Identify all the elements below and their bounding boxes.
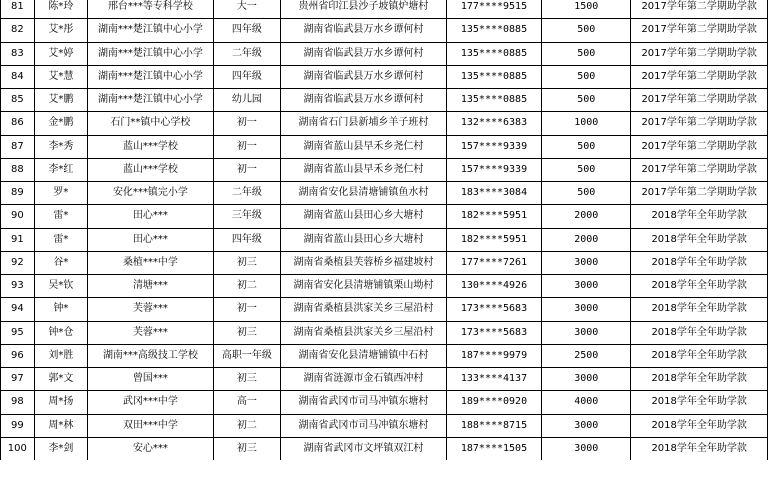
student-name-cell: 刘*胜: [34, 344, 87, 367]
amount-cell: 3000: [542, 368, 631, 391]
student-name-cell: 雷*: [34, 205, 87, 228]
address-cell: 湖南省桑植县洪家关乡三屋沿村: [281, 321, 447, 344]
grade-cell: 高职一年级: [213, 344, 280, 367]
phone-cell: 187****9979: [446, 344, 541, 367]
address-cell: 湖南省涟源市金石镇西冲村: [281, 368, 447, 391]
school-cell: 蓝山***学校: [88, 135, 214, 158]
phone-cell: 157****9339: [446, 158, 541, 181]
table-row: [1, 89, 768, 112]
table-row: [1, 391, 768, 414]
student-name-cell: 吴*钦: [34, 275, 87, 298]
address-cell: 湖南省安化县清塘铺镇栗山坳村: [281, 275, 447, 298]
student-name-cell: 郭*文: [34, 368, 87, 391]
row-index-cell: 81: [1, 0, 35, 19]
student-name-cell: 李*秀: [34, 135, 87, 158]
table-row: [1, 321, 768, 344]
address-cell: 湖南省石门县新埔乡羊子班村: [281, 112, 447, 135]
grade-cell: 大一: [213, 0, 280, 19]
address-cell: 湖南省临武县万水乡谭何村: [281, 42, 447, 65]
amount-cell: 3000: [542, 437, 631, 460]
table-row: [1, 112, 768, 135]
student-name-cell: 李*剑: [34, 437, 87, 460]
amount-cell: 2000: [542, 228, 631, 251]
address-cell: 湖南省蓝山县早禾乡尧仁村: [281, 158, 447, 181]
phone-cell: 182****5951: [446, 205, 541, 228]
table-body: [1, 0, 768, 460]
phone-cell: 135****0885: [446, 19, 541, 42]
school-cell: 湖南***楚江镇中心小学: [88, 65, 214, 88]
row-index-cell: 88: [1, 158, 35, 181]
row-index-cell: 99: [1, 414, 35, 437]
phone-cell: 135****0885: [446, 89, 541, 112]
table-row: [1, 414, 768, 437]
row-index-cell: 84: [1, 65, 35, 88]
student-name-cell: 钟*: [34, 298, 87, 321]
amount-cell: 3000: [542, 321, 631, 344]
school-cell: 曾国***: [88, 368, 214, 391]
program-cell: 2018学年全年助学款: [631, 437, 768, 460]
phone-cell: 182****5951: [446, 228, 541, 251]
school-cell: 田心***: [88, 228, 214, 251]
amount-cell: 1500: [542, 0, 631, 19]
address-cell: 贵州省印江县沙子坡镇炉塘村: [281, 0, 447, 19]
phone-cell: 135****0885: [446, 42, 541, 65]
amount-cell: 500: [542, 182, 631, 205]
address-cell: 湖南省桑植县洪家关乡三屋沿村: [281, 298, 447, 321]
table-row: [1, 368, 768, 391]
row-index-cell: 89: [1, 182, 35, 205]
table-row: [1, 182, 768, 205]
phone-cell: 173****5683: [446, 298, 541, 321]
phone-cell: 135****0885: [446, 65, 541, 88]
grade-cell: 初三: [213, 437, 280, 460]
address-cell: 湖南省临武县万水乡谭何村: [281, 65, 447, 88]
program-cell: 2018学年全年助学款: [631, 298, 768, 321]
grade-cell: 四年级: [213, 228, 280, 251]
school-cell: 双田***中学: [88, 414, 214, 437]
phone-cell: 133****4137: [446, 368, 541, 391]
amount-cell: 500: [542, 42, 631, 65]
table-row: [1, 19, 768, 42]
program-cell: 2017学年第二学期助学款: [631, 135, 768, 158]
row-index-cell: 87: [1, 135, 35, 158]
phone-cell: 130****4926: [446, 275, 541, 298]
student-name-cell: 陈*玲: [34, 0, 87, 19]
grade-cell: 初三: [213, 251, 280, 274]
row-index-cell: 86: [1, 112, 35, 135]
student-name-cell: 周*扬: [34, 391, 87, 414]
student-name-cell: 周*林: [34, 414, 87, 437]
program-cell: 2017学年第二学期助学款: [631, 19, 768, 42]
program-cell: 2017学年第二学期助学款: [631, 158, 768, 181]
program-cell: 2018学年全年助学款: [631, 414, 768, 437]
school-cell: 湖南***楚江镇中心小学: [88, 89, 214, 112]
school-cell: 安化***镇完小学: [88, 182, 214, 205]
amount-cell: 2500: [542, 344, 631, 367]
school-cell: 桑植***中学: [88, 251, 214, 274]
amount-cell: 3000: [542, 275, 631, 298]
address-cell: 湖南省桑植县芙蓉桥乡福建坡村: [281, 251, 447, 274]
phone-cell: 183****3084: [446, 182, 541, 205]
phone-cell: 188****8715: [446, 414, 541, 437]
row-index-cell: 100: [1, 437, 35, 460]
program-cell: 2018学年全年助学款: [631, 368, 768, 391]
phone-cell: 189****0920: [446, 391, 541, 414]
table-row: [1, 158, 768, 181]
school-cell: 湖南***楚江镇中心小学: [88, 42, 214, 65]
row-index-cell: 90: [1, 205, 35, 228]
school-cell: 芙蓉***: [88, 298, 214, 321]
amount-cell: 3000: [542, 298, 631, 321]
grade-cell: 幼儿园: [213, 89, 280, 112]
student-name-cell: 罗*: [34, 182, 87, 205]
school-cell: 田心***: [88, 205, 214, 228]
address-cell: 湖南省武冈市文坪镇双江村: [281, 437, 447, 460]
program-cell: 2018学年全年助学款: [631, 275, 768, 298]
address-cell: 湖南省蓝山县早禾乡尧仁村: [281, 135, 447, 158]
row-index-cell: 91: [1, 228, 35, 251]
program-cell: 2018学年全年助学款: [631, 344, 768, 367]
amount-cell: 1000: [542, 112, 631, 135]
row-index-cell: 95: [1, 321, 35, 344]
row-index-cell: 98: [1, 391, 35, 414]
phone-cell: 177****9515: [446, 0, 541, 19]
school-cell: 芙蓉***: [88, 321, 214, 344]
phone-cell: 132****6383: [446, 112, 541, 135]
school-cell: 湖南***楚江镇中心小学: [88, 19, 214, 42]
address-cell: 湖南省蓝山县田心乡大塘村: [281, 205, 447, 228]
student-name-cell: 艾*鹏: [34, 89, 87, 112]
row-index-cell: 82: [1, 19, 35, 42]
address-cell: 湖南省安化县清塘铺镇中石村: [281, 344, 447, 367]
phone-cell: 177****7261: [446, 251, 541, 274]
amount-cell: 500: [542, 89, 631, 112]
grade-cell: 初二: [213, 275, 280, 298]
phone-cell: 187****1505: [446, 437, 541, 460]
program-cell: 2017学年第二学期助学款: [631, 0, 768, 19]
grade-cell: 初一: [213, 158, 280, 181]
grade-cell: 初一: [213, 298, 280, 321]
row-index-cell: 97: [1, 368, 35, 391]
grade-cell: 三年级: [213, 205, 280, 228]
amount-cell: 3000: [542, 251, 631, 274]
grade-cell: 初一: [213, 135, 280, 158]
table-row: [1, 228, 768, 251]
grade-cell: 四年级: [213, 19, 280, 42]
phone-cell: 157****9339: [446, 135, 541, 158]
amount-cell: 4000: [542, 391, 631, 414]
amount-cell: 500: [542, 158, 631, 181]
address-cell: 湖南省临武县万水乡谭何村: [281, 89, 447, 112]
grade-cell: 初一: [213, 112, 280, 135]
address-cell: 湖南省武冈市司马冲镇东塘村: [281, 414, 447, 437]
student-name-cell: 李*红: [34, 158, 87, 181]
student-name-cell: 艾*彤: [34, 19, 87, 42]
school-cell: 蓝山***学校: [88, 158, 214, 181]
table-row: [1, 42, 768, 65]
grade-cell: 二年级: [213, 182, 280, 205]
table-row: [1, 251, 768, 274]
amount-cell: 2000: [542, 205, 631, 228]
program-cell: 2017学年第二学期助学款: [631, 112, 768, 135]
school-cell: 石门**镇中心学校: [88, 112, 214, 135]
program-cell: 2018学年全年助学款: [631, 391, 768, 414]
grade-cell: 二年级: [213, 42, 280, 65]
program-cell: 2017学年第二学期助学款: [631, 65, 768, 88]
row-index-cell: 94: [1, 298, 35, 321]
phone-cell: 173****5683: [446, 321, 541, 344]
table-row: [1, 135, 768, 158]
table-row: [1, 344, 768, 367]
grade-cell: 初三: [213, 321, 280, 344]
row-index-cell: 83: [1, 42, 35, 65]
school-cell: 安心***: [88, 437, 214, 460]
program-cell: 2018学年全年助学款: [631, 228, 768, 251]
program-cell: 2018学年全年助学款: [631, 205, 768, 228]
school-cell: 清塘***: [88, 275, 214, 298]
program-cell: 2017学年第二学期助学款: [631, 182, 768, 205]
row-index-cell: 93: [1, 275, 35, 298]
program-cell: 2018学年全年助学款: [631, 251, 768, 274]
row-index-cell: 92: [1, 251, 35, 274]
student-name-cell: 金*鹏: [34, 112, 87, 135]
program-cell: 2017学年第二学期助学款: [631, 42, 768, 65]
student-name-cell: 雷*: [34, 228, 87, 251]
student-name-cell: 艾*婷: [34, 42, 87, 65]
school-cell: 武冈***中学: [88, 391, 214, 414]
school-cell: 湖南***高级技工学校: [88, 344, 214, 367]
grade-cell: 高一: [213, 391, 280, 414]
grade-cell: 四年级: [213, 65, 280, 88]
address-cell: 湖南省武冈市司马冲镇东塘村: [281, 391, 447, 414]
student-name-cell: 艾*慧: [34, 65, 87, 88]
table-row: [1, 205, 768, 228]
table-row: [1, 437, 768, 460]
program-cell: 2017学年第二学期助学款: [631, 89, 768, 112]
address-cell: 湖南省临武县万水乡谭何村: [281, 19, 447, 42]
school-cell: 邢台***等专科学校: [88, 0, 214, 19]
address-cell: 湖南省蓝山县田心乡大塘村: [281, 228, 447, 251]
table-row: [1, 275, 768, 298]
address-cell: 湖南省安化县清塘铺镇鱼水村: [281, 182, 447, 205]
grade-cell: 初三: [213, 368, 280, 391]
grade-cell: 初二: [213, 414, 280, 437]
program-cell: 2018学年全年助学款: [631, 321, 768, 344]
row-index-cell: 85: [1, 89, 35, 112]
amount-cell: 500: [542, 65, 631, 88]
amount-cell: 500: [542, 135, 631, 158]
table-row: [1, 298, 768, 321]
amount-cell: 3000: [542, 414, 631, 437]
row-index-cell: 96: [1, 344, 35, 367]
student-name-cell: 谷*: [34, 251, 87, 274]
table-row: [1, 65, 768, 88]
student-name-cell: 钟*仓: [34, 321, 87, 344]
amount-cell: 500: [542, 19, 631, 42]
table-row: [1, 0, 768, 19]
